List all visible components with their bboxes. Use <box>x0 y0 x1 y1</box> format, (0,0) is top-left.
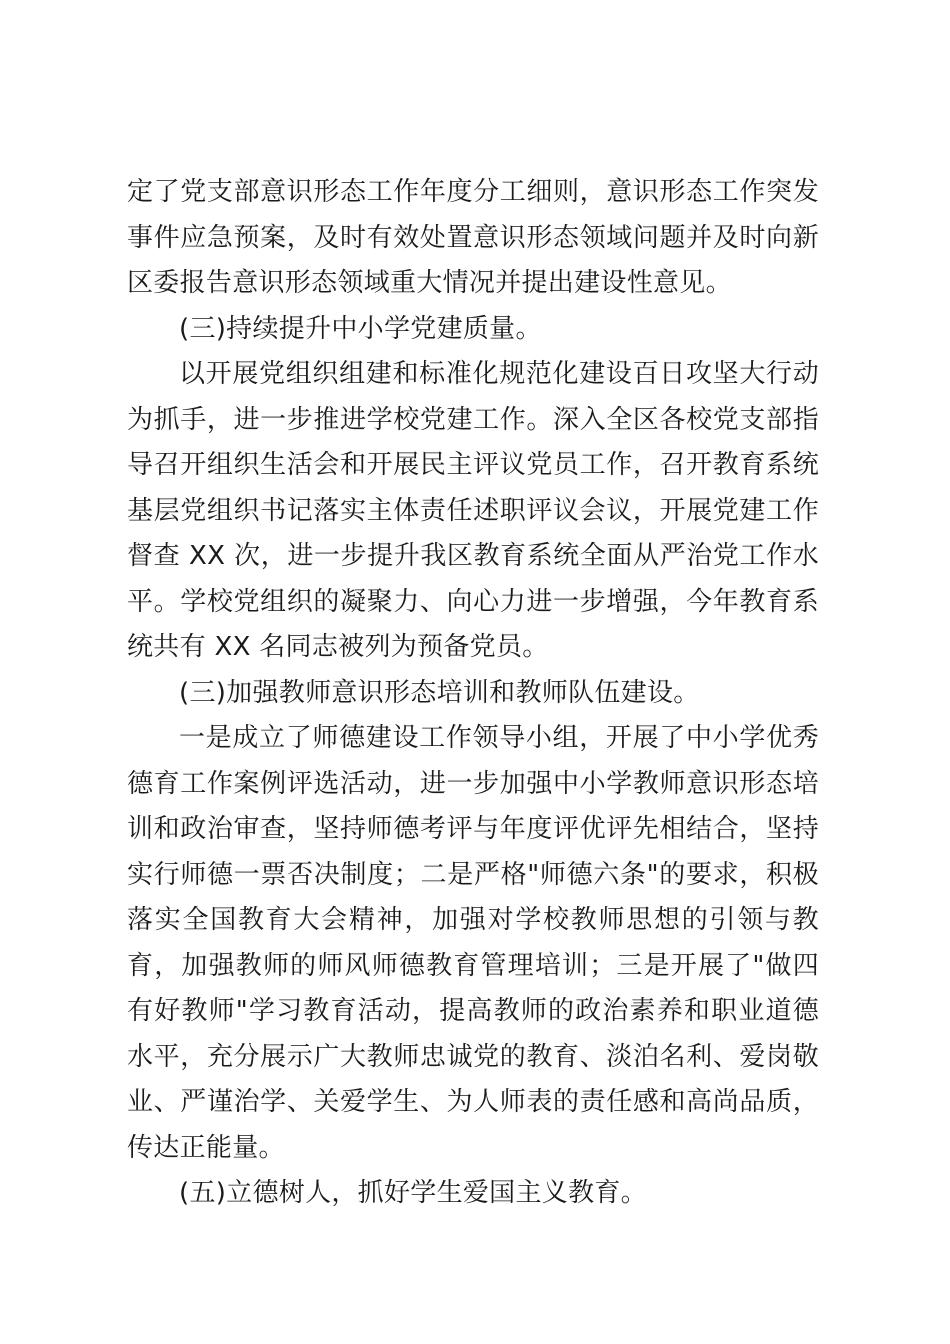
section-heading-teacher-training: (三)加强教师意识形态培训和教师队伍建设。 <box>179 677 700 708</box>
paragraph-party-building: 以开展党组织组建和标准化规范化建设百日攻坚大行动为抓手，进一步推进学校党建工作。深入全区各校党支部指导召开组织生活会和开展民主评议党员工作，召开教育系统基层党组织书记落实主体责任述职评议会议，开展党建工作督查 XX 次，进一步提升我区教育系统全面从严治党工作水平。学校党组织的凝聚力、向心力进一步增强，今年教育系统共有 XX 名同志被列为预备党员。 <box>127 359 819 662</box>
section-heading-party-building: (三)持续提升中小学党建质量。 <box>179 313 542 344</box>
document-body <box>127 170 819 1217</box>
paragraph-continuation: 定了党支部意识形态工作年度分工细则，意识形态工作突发事件应急预案，及时有效处置意识形态领域问题并及时向新区委报告意识形态领域重大情况并提出建设性意见。 <box>127 177 819 298</box>
section-heading-patriotic-education: (五)立德树人，抓好学生爱国主义教育。 <box>179 1178 647 1208</box>
paragraph-teacher-training: 一是成立了师德建设工作领导小组，开展了中小学优秀德育工作案例评选活动，进一步加强中小学教师意识形态培训和政治审查，坚持师德考评与年度评优评先相结合，坚持实行师德一票否决制度；二是严格"师德六条"的要求，积极落实全国教育大会精神，加强对学校教师思想的引领与教育，加强教师的师风师德教育管理培训；三是开展了"做四有好教师"学习教育活动，提高教师的政治素养和职业道德水平，充分展示广大教师忠诚党的教育、淡泊名利、爱岗敬业、严谨治学、关爱学生、为人师表的责任感和高尚品质，传达正能量。 <box>127 723 819 1163</box>
